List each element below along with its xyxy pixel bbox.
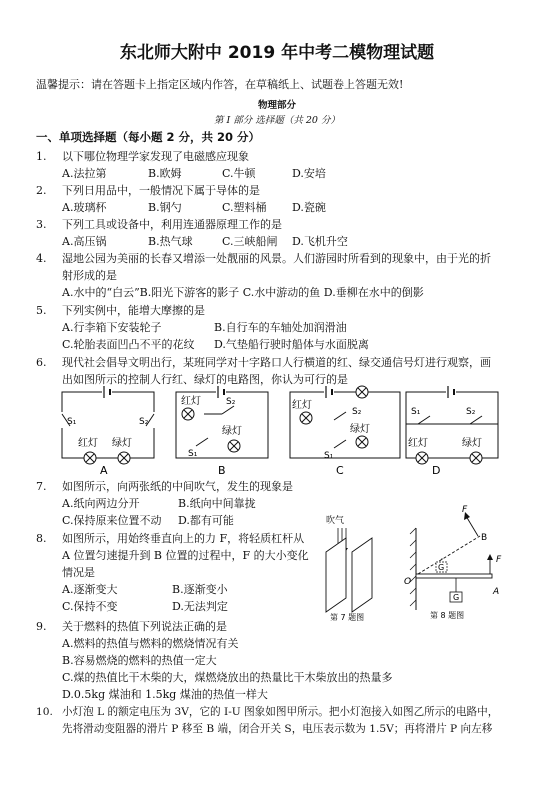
question-number: 1. xyxy=(36,150,47,163)
question-stem: 以下哪位物理学家发现了电磁感应现象 xyxy=(62,150,249,163)
circuit-d xyxy=(406,386,498,476)
question-number: 3. xyxy=(36,218,47,231)
force-f-label-right: F xyxy=(496,555,502,565)
question-5 xyxy=(36,302,205,318)
pivot-o-label: O xyxy=(404,577,412,587)
section-title: 一、单项选择题（每小题 2 分，共 20 分） xyxy=(36,130,261,144)
question-number: 7. xyxy=(36,480,47,493)
figure-8 xyxy=(392,498,522,624)
s1-label: S₁ xyxy=(67,417,77,427)
green-lamp-label: 绿灯 xyxy=(462,438,482,449)
option-a: A.燃料的热值与燃料的燃烧情况有关 xyxy=(62,637,239,650)
option-d: D.瓷碗 xyxy=(292,201,326,214)
s2-label: S₂ xyxy=(466,407,476,417)
question-number: 9. xyxy=(36,620,47,633)
circuit-a xyxy=(62,386,154,476)
question-number: 4. xyxy=(36,252,47,265)
circuit-c xyxy=(290,386,400,476)
options-line: A.水中的“白云”B.阳光下游客的影子 C.水中游动的鱼 D.垂柳在水中的倒影 xyxy=(62,286,424,299)
circuit-label: A xyxy=(100,464,108,476)
red-lamp-label: 红灯 xyxy=(292,400,312,411)
s2-label: S₂ xyxy=(226,397,236,407)
option-c: C.牛顿 xyxy=(222,167,256,180)
s2-label: S₂ xyxy=(352,407,362,417)
question-stem-cont: 出如图所示的控制人行红、绿灯的电路图，你认为可行的是 xyxy=(62,373,348,386)
option-b: B.逐渐变小 xyxy=(172,583,228,596)
question-4 xyxy=(36,250,491,266)
question-stem: 下列工具或设备中，利用连通器原理工作的是 xyxy=(62,218,282,231)
notice-text: 温馨提示：请在答题卡上指定区域内作答，在草稿纸上、试题卷上答题无效! xyxy=(36,78,404,91)
green-lamp-label: 绿灯 xyxy=(112,438,132,449)
option-d: D.无法判定 xyxy=(172,600,228,613)
option-d: D.安培 xyxy=(292,167,326,180)
option-c: C.煤的热值比干木柴的大，煤燃烧放出的热量比干木柴放出的热量多 xyxy=(62,671,393,684)
red-lamp-label: 红灯 xyxy=(181,396,201,407)
circuit-label: C xyxy=(336,464,344,476)
question-2 xyxy=(36,182,260,198)
green-lamp-label: 绿灯 xyxy=(222,426,242,437)
question-stem: 小灯泡 L 的额定电压为 3V，它的 I-U 图象如图甲所示。把小灯泡接入如图乙所示的电路中， xyxy=(62,706,499,718)
point-a-label: A xyxy=(493,587,500,597)
question-9 xyxy=(36,618,227,634)
s2-label: S₂ xyxy=(139,417,149,427)
question-6 xyxy=(36,354,491,370)
question-stem: 如图所示，向两张纸的中间吹气，发生的现象是 xyxy=(62,480,293,493)
question-stem-cont: 射形成的是 xyxy=(62,269,117,282)
circuit-b xyxy=(176,386,268,476)
question-7 xyxy=(36,478,293,494)
part-subtitle: 第 I 部分 选择题（共 20 分） xyxy=(214,115,340,126)
option-c: C.轮胎表面凹凸不平的花纹 xyxy=(62,338,195,351)
circuit-label: B xyxy=(218,464,226,476)
option-a: A.纸向两边分开 xyxy=(62,497,140,510)
question-stem: 如图所示，用始终垂直向上的力 F，将轻质杠杆从 xyxy=(62,532,305,545)
question-3 xyxy=(36,216,282,232)
question-number: 10. xyxy=(36,706,53,718)
weight-g-label-lower: G xyxy=(453,593,460,602)
option-b: B.自行车的车轴处加润滑油 xyxy=(214,321,347,334)
figure-caption: 第 8 题图 xyxy=(430,611,465,620)
circuit-diagrams xyxy=(56,384,536,476)
s1-label: S₁ xyxy=(324,451,334,461)
option-a: A.行李箱下安装轮子 xyxy=(62,321,162,334)
question-stem: 湿地公园为美丽的长春又增添一处靓丽的风景。人们游园时所看到的现象中，由于光的折 xyxy=(62,252,491,265)
s1-label: S₁ xyxy=(188,449,198,459)
part-title: 物理部分 xyxy=(257,100,296,111)
option-b: B.欧姆 xyxy=(148,167,182,180)
option-c: C.塑料桶 xyxy=(222,201,267,214)
question-number: 6. xyxy=(36,356,47,369)
option-c: C.保持不变 xyxy=(62,600,118,613)
question-stem-cont: A 位置匀速提升到 B 位置的过程中，F 的大小变化 xyxy=(62,549,309,562)
figure-7 xyxy=(322,512,392,624)
s1-label: S₁ xyxy=(411,407,421,417)
option-b: B.钢勺 xyxy=(148,201,182,214)
option-a: A.高压锅 xyxy=(62,235,107,248)
option-d: D.气垫船行驶时船体与水面脱离 xyxy=(214,338,369,351)
figure-caption: 第 7 题图 xyxy=(330,613,365,622)
point-b-label: B xyxy=(481,533,488,543)
option-d: D.飞机升空 xyxy=(292,235,348,248)
question-stem: 下列实例中，能增大摩擦的是 xyxy=(62,304,205,317)
question-1 xyxy=(36,148,249,164)
question-stem: 下列日用品中，一般情况下属于导体的是 xyxy=(62,184,260,197)
question-number: 5. xyxy=(36,304,47,317)
question-number: 8. xyxy=(36,532,47,545)
question-stem-cont: 先将滑动变阻器的滑片 P 移至 B 端，闭合开关 S，电压表示数为 1.5V；再将滑片 P 向左移 xyxy=(62,723,493,735)
question-8 xyxy=(36,530,304,546)
weight-g-label: G xyxy=(438,563,445,572)
option-c: C.三峡船闸 xyxy=(222,235,278,248)
exam-title: 东北师大附中 2019 年中考二模物理试题 xyxy=(119,43,435,63)
option-a: A.玻璃杯 xyxy=(62,201,107,214)
option-a: A.法拉第 xyxy=(62,167,107,180)
option-b: B.热气球 xyxy=(148,235,193,248)
option-b: B.容易燃烧的燃料的热值一定大 xyxy=(62,654,217,667)
option-a: A.逐渐变大 xyxy=(62,583,118,596)
question-stem: 现代社会倡导文明出行，某班同学对十字路口人行横道的红、绿交通信号灯进行观察，画 xyxy=(62,356,491,369)
blow-label: 吹气 xyxy=(326,516,345,526)
question-number: 2. xyxy=(36,184,47,197)
option-b: B.纸向中间靠拢 xyxy=(178,497,256,510)
option-c: C.保持原来位置不动 xyxy=(62,514,162,527)
force-f-label-top: F xyxy=(462,505,468,515)
option-d: D.都有可能 xyxy=(178,514,234,527)
option-d: D.0.5kg 煤油和 1.5kg 煤油的热值一样大 xyxy=(62,688,268,701)
circuit-label: D xyxy=(432,464,441,476)
red-lamp-label: 红灯 xyxy=(78,438,98,449)
green-lamp-label: 绿灯 xyxy=(350,424,370,435)
red-lamp-label: 红灯 xyxy=(408,438,428,449)
question-10 xyxy=(36,704,498,719)
question-stem-cont: 情况是 xyxy=(62,566,95,579)
question-stem: 关于燃料的热值下列说法正确的是 xyxy=(62,620,227,633)
